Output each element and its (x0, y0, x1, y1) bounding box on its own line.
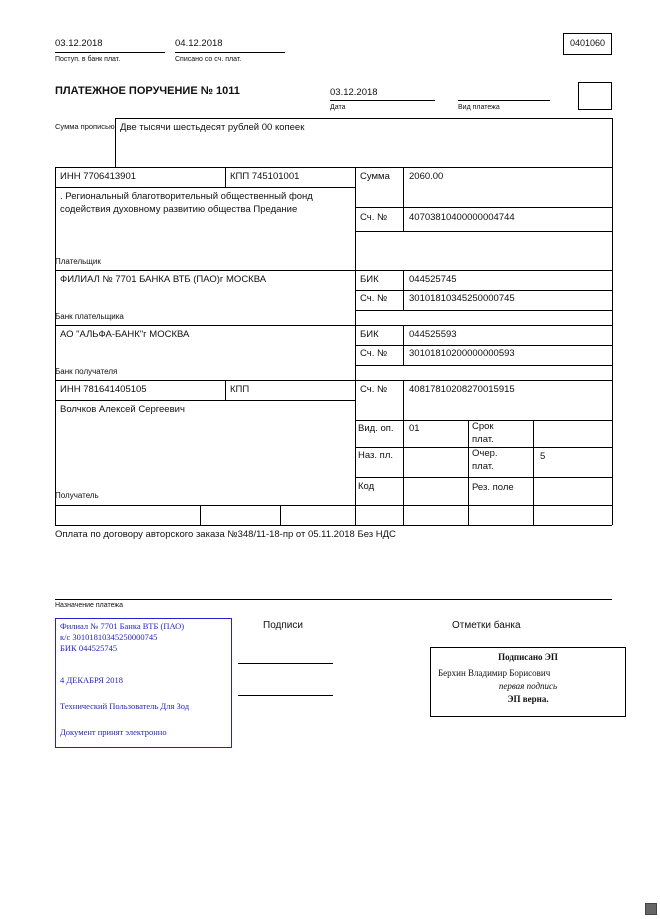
bank-mark-date: 4 ДЕКАБРЯ 2018 (60, 675, 124, 685)
esignature-first-signature-label: первая подпись (498, 681, 558, 691)
received-date: 03.12.2018 (55, 38, 103, 49)
form-line (55, 380, 612, 381)
form-line (468, 420, 469, 525)
payer-bank-name: ФИЛИАЛ № 7701 БАНКА ВТБ (ПАО)г МОСКВА (60, 274, 267, 285)
form-line (355, 345, 612, 346)
payer-kpp: КПП 745101001 (230, 171, 300, 182)
form-line (55, 270, 612, 271)
form-line (225, 167, 226, 187)
priority-label: Очер. плат. (472, 448, 498, 472)
payee-section-label: Получатель (55, 491, 99, 500)
form-line (403, 167, 404, 231)
form-line (403, 380, 404, 525)
payment-purpose-label: Назначение платежа (55, 602, 123, 609)
payee-bank-section-label: Банк получателя (55, 367, 118, 376)
scrollbar-corner[interactable] (645, 903, 657, 915)
amount-label: Сумма (360, 171, 390, 182)
form-code: 0401060 (569, 38, 606, 48)
bank-mark-bank-name: Филиал № 7701 Банка ВТБ (ПАО) (60, 621, 185, 631)
form-line (355, 231, 612, 232)
payer-name: . Региональный благотворительный общественный фонд содействия духовному развитию общества Предание (60, 191, 313, 215)
payee-account: 40817810208270015915 (409, 384, 515, 395)
payee-bank-account: 30101810200000000593 (409, 348, 515, 359)
payment-kind-label: Вид платежа (458, 104, 500, 111)
received-date-label: Поступ. в банк плат. (55, 56, 121, 63)
form-line (55, 505, 612, 506)
form-line (280, 505, 281, 525)
amount-value: 2060.00 (409, 171, 444, 182)
form-line (612, 118, 613, 525)
payer-bank-section-label: Банк плательщика (55, 312, 124, 321)
payer-inn: ИНН 7706413901 (60, 171, 137, 182)
form-line (115, 118, 116, 167)
payer-status-box (578, 82, 612, 110)
payee-bank-name: АО "АЛЬФА-БАНК"г МОСКВА (60, 329, 190, 340)
document-date: 03.12.2018 (330, 87, 378, 98)
payee-bank-bik-label: БИК (360, 329, 379, 340)
esignature-valid-label: ЭП верна. (507, 694, 549, 704)
payment-purpose-text: Оплата по договору авторского заказа №348/11-18-пр от 05.11.2018 Без НДС (55, 529, 396, 540)
debited-date-label: Списано со сч. плат. (175, 56, 242, 63)
bank-mark-operator: Технический Пользователь Для Зод (60, 701, 190, 711)
received-date-underline (55, 52, 165, 53)
payer-account: 40703810400000004744 (409, 212, 515, 223)
amount-words-label: Сумма прописью (55, 122, 115, 131)
bank-mark-bik: БИК 044525745 (60, 643, 118, 653)
signature-line (238, 695, 333, 696)
payee-bank-bik: 044525593 (409, 329, 457, 340)
form-line (200, 505, 201, 525)
form-line (225, 380, 226, 400)
payee-bank-account-label: Сч. № (360, 348, 388, 359)
form-line (55, 167, 56, 525)
bank-mark-corr-account: к/с 30101810345250000745 (60, 632, 158, 642)
date-label: Дата (330, 104, 346, 111)
purpose-code-label: Наз. пл. (358, 450, 393, 461)
form-line (55, 599, 612, 600)
debited-date: 04.12.2018 (175, 38, 223, 49)
payment-kind-underline (458, 100, 550, 101)
signature-line (238, 663, 333, 664)
form-line (355, 167, 356, 525)
op-type-value: 01 (409, 423, 420, 434)
payer-bank-account: 30101810345250000745 (409, 293, 515, 304)
payee-inn: ИНН 781641405105 (60, 384, 147, 395)
form-line (355, 207, 612, 208)
signatures-title: Подписи (263, 620, 303, 631)
form-line (403, 325, 404, 365)
payer-bank-bik: 044525745 (409, 274, 457, 285)
reserve-field-label: Рез. поле (472, 482, 514, 493)
date-underline (330, 100, 435, 101)
payee-kpp-label: КПП (230, 384, 250, 395)
bank-marks-title: Отметки банка (452, 620, 521, 631)
op-type-label: Вид. оп. (358, 423, 394, 434)
form-line (403, 270, 404, 310)
debited-date-underline (175, 52, 285, 53)
payer-bank-account-label: Сч. № (360, 293, 388, 304)
form-line (55, 325, 612, 326)
form-line (355, 290, 612, 291)
form-line (355, 477, 612, 478)
form-line (55, 187, 355, 188)
form-line (115, 118, 612, 119)
code-label: Код (358, 481, 375, 492)
payer-account-label: Сч. № (360, 212, 388, 223)
form-line (55, 400, 355, 401)
form-line (55, 167, 612, 168)
priority-value: 5 (540, 451, 546, 462)
esignature-signed-label: Подписано ЭП (498, 652, 558, 662)
payer-section-label: Плательщик (55, 257, 101, 266)
bank-mark-accepted: Документ принят электронно (60, 727, 167, 737)
amount-words-value: Две тысячи шестьдесят рублей 00 копеек (120, 122, 305, 133)
form-code-box (563, 33, 612, 55)
payee-account-label: Сч. № (360, 384, 388, 395)
payer-bank-bik-label: БИК (360, 274, 379, 285)
document-title: ПЛАТЕЖНОЕ ПОРУЧЕНИЕ № 1011 (55, 85, 240, 97)
form-line (55, 525, 612, 526)
pay-term-label: Срок плат. (472, 421, 494, 445)
form-line (355, 310, 612, 311)
form-line (533, 420, 534, 525)
payee-name: Волчков Алексей Сергеевич (60, 404, 185, 415)
esignature-signer-name: Берхин Владимир Борисович (438, 668, 551, 678)
form-line (355, 365, 612, 366)
